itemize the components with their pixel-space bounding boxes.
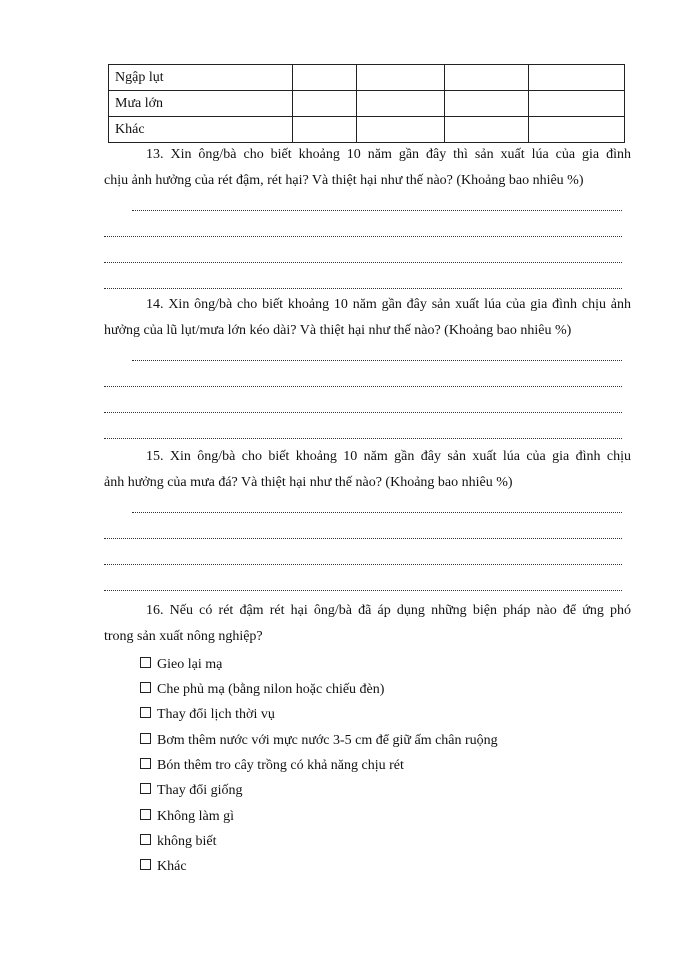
answer-line[interactable] (104, 424, 622, 439)
question-14 (104, 292, 631, 344)
table-row (109, 117, 625, 143)
answer-line[interactable] (132, 346, 622, 361)
checkbox-icon[interactable] (140, 859, 151, 870)
hazard-label: Mưa lớn (109, 91, 293, 117)
option-item[interactable] (140, 756, 404, 776)
answer-line[interactable] (104, 398, 622, 413)
option-label: Bón thêm tro cây trồng có khả năng chịu rét (157, 758, 404, 773)
checkbox-icon[interactable] (140, 682, 151, 693)
answer-line[interactable] (132, 196, 622, 211)
question-text-line: 16. Nếu có rét đậm rét hại ông/bà đã áp dụng những biện pháp nào để ứng phó (146, 603, 631, 618)
option-label: không biết (157, 834, 217, 849)
question-text-line: hưởng của lũ lụt/mưa lớn kéo dài? Và thiệt hại như thế nào? (Khoảng bao nhiêu %) (104, 323, 572, 338)
table-cell[interactable] (445, 91, 529, 117)
option-label: Che phủ mạ (bằng nilon hoặc chiếu đèn) (157, 682, 385, 697)
checkbox-icon[interactable] (140, 707, 151, 718)
option-item[interactable] (140, 655, 222, 675)
option-label: Khác (157, 859, 187, 874)
table-cell[interactable] (293, 91, 357, 117)
option-item[interactable] (140, 857, 187, 877)
table-cell[interactable] (445, 117, 529, 143)
option-item[interactable] (140, 832, 217, 852)
hazard-table (108, 64, 625, 143)
question-13 (104, 142, 631, 194)
option-item[interactable] (140, 680, 384, 700)
table-row (109, 65, 625, 91)
hazard-label: Khác (109, 117, 293, 143)
answer-line[interactable] (104, 248, 622, 263)
answer-line[interactable] (132, 498, 622, 513)
option-label: Bơm thêm nước với mực nước 3-5 cm để giữ ấm chân ruộng (157, 733, 498, 748)
question-16 (104, 598, 631, 650)
checkbox-icon[interactable] (140, 733, 151, 744)
question-text-line: 15. Xin ông/bà cho biết khoảng 10 năm gần đây sản xuất lúa của gia đình chịu (146, 449, 631, 464)
answer-line[interactable] (104, 222, 622, 237)
checkbox-icon[interactable] (140, 657, 151, 668)
table-cell[interactable] (357, 117, 445, 143)
option-item[interactable] (140, 807, 234, 827)
answer-line[interactable] (104, 550, 622, 565)
checkbox-icon[interactable] (140, 783, 151, 794)
table-cell[interactable] (445, 65, 529, 91)
question-text-line: 13. Xin ông/bà cho biết khoảng 10 năm gần đây thì sản xuất lúa của gia đình (146, 147, 631, 162)
question-text-line: chịu ảnh hưởng của rét đậm, rét hại? Và thiệt hại như thế nào? (Khoảng bao nhiêu %) (104, 173, 584, 188)
option-item[interactable] (140, 705, 275, 725)
answer-line[interactable] (104, 274, 622, 289)
table-cell[interactable] (293, 117, 357, 143)
answer-line[interactable] (104, 372, 622, 387)
checkbox-icon[interactable] (140, 809, 151, 820)
table-cell[interactable] (357, 91, 445, 117)
table-cell[interactable] (529, 117, 625, 143)
table-cell[interactable] (529, 91, 625, 117)
table-row (109, 91, 625, 117)
option-label: Không làm gì (157, 809, 234, 824)
option-item[interactable] (140, 781, 243, 801)
checkbox-icon[interactable] (140, 834, 151, 845)
option-item[interactable] (140, 731, 498, 751)
question-text-line: 14. Xin ông/bà cho biết khoảng 10 năm gần đây sản xuất lúa của gia đình chịu ảnh (146, 297, 631, 312)
hazard-label: Ngập lụt (109, 65, 293, 91)
answer-line[interactable] (104, 524, 622, 539)
option-label: Thay đổi lịch thời vụ (157, 707, 275, 722)
table-cell[interactable] (293, 65, 357, 91)
option-label: Thay đổi giống (157, 783, 243, 798)
question-text-line: ảnh hưởng của mưa đá? Và thiệt hại như thế nào? (Khoảng bao nhiêu %) (104, 475, 513, 490)
answer-line[interactable] (104, 576, 622, 591)
question-15 (104, 444, 631, 496)
checkbox-icon[interactable] (140, 758, 151, 769)
table-cell[interactable] (529, 65, 625, 91)
table-cell[interactable] (357, 65, 445, 91)
option-label: Gieo lại mạ (157, 657, 223, 672)
question-text-line: trong sản xuất nông nghiệp? (104, 629, 263, 644)
